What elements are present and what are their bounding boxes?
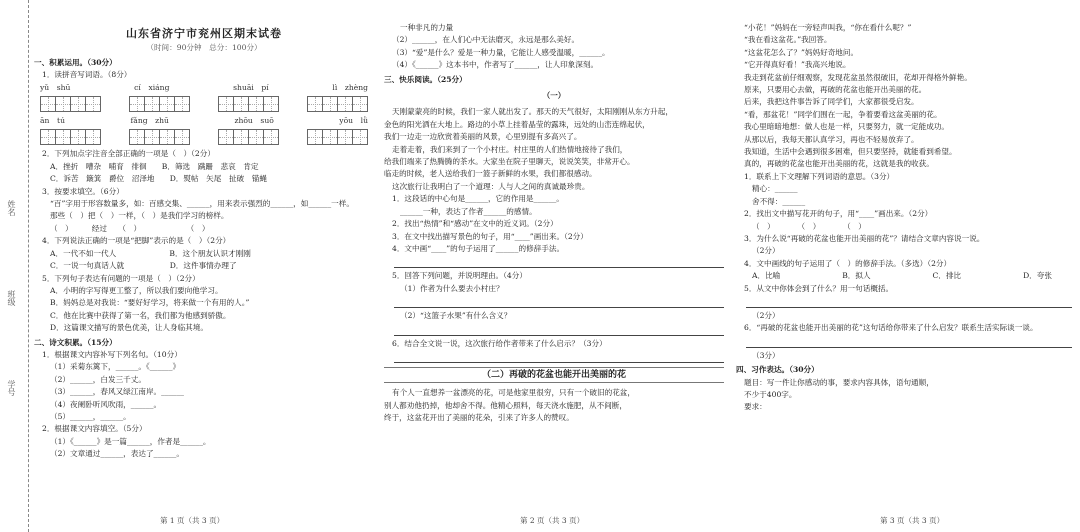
text-line: （ ） 经过 （ ） （ ） — [50, 223, 210, 233]
question: 3．在文中找出描写景色的句子，用“____”画出来。（2分） — [392, 231, 588, 241]
question: 1．读拼音写词语。（8分） — [42, 70, 132, 80]
reading-heading: （一） — [542, 91, 566, 101]
text-line: （1）《______》是一篇______，作者是______。 — [50, 436, 211, 446]
binding-label: 学号 — [7, 380, 16, 396]
text-line: （3）“爱”是什么？爱是一种力量，它能让人感受温暖，______。 — [392, 47, 610, 57]
passage-line: “看，那盆花！”同学们围在一起，争着要看这盆美丽的花。 — [744, 109, 942, 119]
option: C．排比 — [932, 271, 962, 281]
answer-line[interactable] — [394, 297, 724, 308]
text-line: （1）采菊东篱下，______。《______》 — [50, 362, 181, 372]
exam-info: （时间：90分钟 总分：100分） — [146, 43, 262, 53]
writing-grid-row — [34, 129, 374, 145]
writing-box[interactable] — [129, 96, 190, 112]
reading-heading: （二）再破的花盆也能开出美丽的花 — [384, 367, 724, 383]
pinyin: lì zhèng — [332, 82, 368, 92]
option: A．一代不如一代人 B．这个朋友认识才刚刚 — [50, 248, 251, 258]
text-line: （2）______，在人们心中无法磨灭，永远是那么美好。 — [392, 35, 580, 45]
question: 2．根据课文内容填空。（5分） — [42, 424, 147, 434]
writing-box[interactable] — [218, 129, 279, 145]
pinyin: cí xiáng — [134, 82, 170, 92]
text-line: （5）______，______。 — [50, 411, 131, 421]
passage-line: 给我们端来了热腾腾的茶水。大家坐在院子里聊天，说说笑笑，非常开心。 — [384, 157, 635, 167]
question: 1．根据课文内容补写下列名句。（10分） — [42, 349, 182, 359]
question: 2．下列加点字注音全部正确的一项是（ ）（2分） — [42, 149, 215, 159]
page-footer: 第 3 页（共 3 页） — [880, 516, 945, 525]
binding-label: 姓名 — [7, 200, 16, 216]
passage-line: 有个人一直想养一盆漂亮的花，可是他家里很穷，只有一个破旧的花盆， — [392, 388, 635, 398]
passage-line: 真的，再破的花盆也能开出美丽的花，这就是我的收获。 — [744, 159, 934, 169]
option: A．比喻 — [752, 271, 781, 281]
passage-line: 这次旅行让我明白了一个道理：人与人之间的真诚最珍贵。 — [392, 181, 590, 191]
passage-line: 终于，这盆花开出了美丽的花朵，引来了许多人的赞叹。 — [384, 413, 574, 423]
page-footer: 第 1 页（共 3 页） — [160, 516, 225, 525]
sub-question: （2）“这篮子水果”有什么含义？ — [400, 311, 512, 321]
passage-line: 金色的阳光洒在大地上。路边的小草上挂着晶莹的露珠，远处的山峦连绵起伏， — [384, 119, 650, 129]
text-line: （2）______，白发三千丈。 — [50, 374, 146, 384]
option: A．挫折 嘈杂 哺育 徘徊 B．筛选 蹒跚 悲哀 肯定 — [50, 161, 259, 171]
writing-box[interactable] — [307, 129, 368, 145]
question: 5．回答下列问题，并说明理由。（4分） — [392, 271, 527, 281]
pinyin-row — [34, 115, 374, 127]
column-2 — [384, 22, 724, 502]
writing-grid-row — [34, 96, 374, 112]
text-line: （2分） — [752, 310, 780, 320]
question: 3．为什么说“再破的花盆也能开出美丽的花”？请结合文章内容说一说。 — [744, 233, 985, 243]
pinyin: shuāi pí — [233, 82, 269, 92]
text-line: （4）夜阑卧听风吹雨，______。 — [50, 399, 162, 409]
sub-question: 精心：______ — [752, 184, 798, 194]
question: 4．文中画“____”的句子运用了______的修辞手法。 — [392, 243, 565, 253]
section-heading: 二、诗文积累。（15分） — [34, 337, 117, 347]
passage-line: 从那以后，我每天都认真学习，再也不轻易放弃了。 — [744, 134, 919, 144]
column-1 — [34, 22, 374, 502]
sub-question: 舍不得：______ — [752, 196, 806, 206]
passage-line: 走着走着，我们来到了一个小村庄。村庄里的人们热情地接待了我们， — [392, 144, 628, 154]
binding-margin — [0, 0, 29, 532]
answer-line[interactable] — [394, 257, 724, 268]
question: 2．找出文中描写花开的句子，用“____”画出来。（2分） — [744, 209, 933, 219]
pinyin: zhōu suō — [234, 116, 274, 126]
option: A．小明的字写得更工整了，所以我们要向他学习。 — [50, 285, 223, 295]
pinyin: yǔ shū — [40, 82, 71, 92]
writing-box[interactable] — [218, 96, 279, 112]
text-line: 题目：写一件让你感动的事，要求内容具体，语句通顺， — [744, 377, 934, 387]
passage-line: “这盆花怎么了？”妈妈好奇地问。 — [744, 47, 859, 57]
writing-box[interactable] — [40, 96, 101, 112]
column-3 — [736, 22, 1072, 502]
section-heading: 三、快乐阅读。（25分） — [384, 74, 467, 84]
question: 2．找出“热情”和“感动”在文中的近义词。（2分） — [392, 219, 558, 229]
option: C．诉苦 簸箕 爵位 沼泽地 D．熨帖 矢尾 扯破 锚蝇 — [50, 174, 267, 184]
passage-line: 我走到花盆前仔细观察，发现花盆虽然很破旧，花却开得格外鲜艳。 — [744, 72, 972, 82]
section-heading: 一、积累运用。（30分） — [34, 57, 117, 67]
options-row — [736, 270, 1072, 282]
passage-line: “小花！”妈妈在一旁轻声叫我，“你在看什么呢？” — [744, 23, 912, 32]
section-heading: 四、习作表达。（30分） — [736, 365, 819, 375]
passage-line: 天刚蒙蒙亮的时候，我们一家人就出发了。那天的天气很好，太阳刚刚从东方升起， — [392, 107, 673, 117]
writing-box[interactable] — [307, 96, 368, 112]
text-line: （2分） — [752, 246, 780, 256]
pinyin: ān tú — [40, 116, 65, 126]
sub-question: （1）作者为什么要去小村庄？ — [400, 283, 504, 293]
question: 3．按要求填空。（6分） — [42, 186, 124, 196]
option: B．拟人 — [842, 271, 871, 281]
question: 4．文中画线的句子运用了（ ）的修辞手法。（多选）（2分） — [744, 258, 952, 268]
text-line: ______一种，表达了作者______的感情。 — [400, 206, 537, 216]
text-line: （ ） （ ） （ ） — [752, 221, 866, 231]
text-line: 不少于400字。 — [744, 389, 797, 399]
pinyin-row — [34, 82, 374, 94]
option: D．这篇课文描写的景色优美，让人身临其境。 — [50, 323, 208, 333]
passage-line: 我们一边走一边欣赏着美丽的风景，心里别提有多高兴了。 — [384, 132, 582, 142]
answer-line[interactable] — [394, 325, 724, 336]
text-line: 要求： — [744, 402, 767, 412]
binding-label: 班级 — [7, 290, 16, 306]
question: 6．结合全文说一说，这次旅行给作者带来了什么启示？（3分） — [392, 338, 607, 348]
question: 5．从文中你体会到了什么？用一句话概括。 — [744, 283, 894, 293]
pinyin: yōu lǜ — [339, 116, 368, 126]
text-line: （3分） — [752, 350, 780, 360]
page-title: 山东省济宁市兖州区期末试卷 — [126, 27, 282, 40]
option: D．夸张 — [1023, 271, 1052, 281]
writing-box[interactable] — [129, 129, 190, 145]
answer-line[interactable] — [394, 352, 724, 363]
text-line: 一种非凡的力量 — [400, 23, 454, 32]
text-line: 那些（ ）把（ ）一样，（ ）是我们学习的榜样。 — [50, 211, 229, 221]
option: B．妈妈总是对我说：“要好好学习，将来做一个有用的人。” — [50, 298, 250, 308]
writing-box[interactable] — [40, 129, 101, 145]
text-line: （4）《______》这本书中，作者写了______，让人印象深刻。 — [392, 60, 599, 70]
text-line: （3）______，春风又绿江南岸。______ — [50, 387, 184, 397]
text-line: （2）文章通过______，表达了______。 — [50, 449, 184, 459]
passage-line: 我知道，生活中会遇到很多困难，但只要坚持，就能看到希望。 — [744, 147, 957, 157]
passage-line: 临走的时候，老人送给我们一篮子新鲜的水果，我们都很感动。 — [384, 169, 597, 179]
passage-line: 原来，只要用心去做，再破的花盆也能开出美丽的花。 — [744, 85, 927, 95]
passage-line: “它开得真好看！”我高兴地说。 — [744, 60, 851, 70]
text-line: “百”字用于形容数量多，如：百感交集、______，用来表示强烈的______，如______一样。 — [50, 199, 354, 209]
passage-line: “我在看这盆花。”我回答。 — [744, 35, 832, 45]
question: 4．下列说法正确的一项是“把脚”表示的是（ ）（2分） — [42, 236, 231, 246]
question: 5．下列句子表达有问题的一项是（ ）（2分） — [42, 273, 200, 283]
question: 6．“再破的花盆也能开出美丽的花”这句话给你带来了什么启发？联系生活实际谈一谈。 — [744, 323, 1038, 333]
passage-line: 我心里暗暗地想：做人也是一样，只要努力，就一定能成功。 — [744, 122, 950, 132]
option: C．一说一句真话人就 D．这件事情办理了 — [50, 261, 237, 271]
option: C．他在比赛中获得了第一名，我们都为他感到骄傲。 — [50, 310, 231, 320]
passage-line: 别人都劝他扔掉，他却舍不得。他精心照料，每天浇水施肥，从不间断， — [384, 400, 627, 410]
page-footer: 第 2 页（共 3 页） — [520, 516, 585, 525]
pinyin: fǎng zhū — [130, 116, 169, 126]
passage-line: 后来，我把这件事告诉了同学们，大家都很受启发。 — [744, 97, 919, 107]
question: 1．这段话的中心句是______，它的作用是______。 — [392, 194, 564, 204]
question: 1．联系上下文理解下列词语的意思。（3分） — [744, 171, 895, 181]
answer-line[interactable] — [746, 297, 1072, 308]
answer-line[interactable] — [746, 337, 1072, 348]
